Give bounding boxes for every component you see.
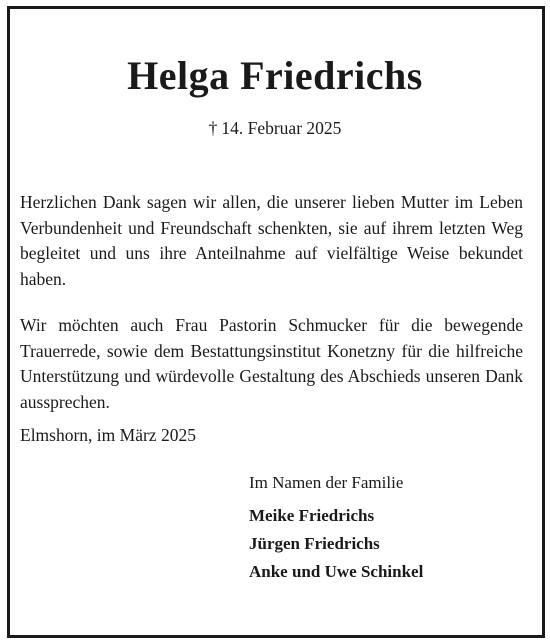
deceased-name: Helga Friedrichs: [127, 53, 423, 98]
thanks-paragraph: Herzlichen Dank sagen wir allen, die unserer lieben Mutter im Leben Verbundenheit und Freundschaft schenkten, sie auf ihrem letzten Weg begleitet und uns ihre Anteilnahme auf vielfältige Weise bekundet haben.: [20, 192, 523, 289]
signature-block: [249, 473, 423, 586]
death-line: [0, 118, 550, 139]
cross-icon: †: [208, 118, 218, 138]
place-date: Elmshorn, im März 2025: [20, 425, 196, 445]
family-member: Meike Friedrichs: [249, 506, 375, 525]
signature-intro: Im Namen der Familie: [249, 473, 404, 492]
acknowledgement-paragraph: Wir möchten auch Frau Pastorin Schmucker für die bewegende Trauerrede, sowie dem Bestattungsinstitut Konetzny für die hilfreiche Unterstützung und würdevolle Gestaltung des Abschieds unseren Dank aussprechen.: [20, 315, 523, 412]
family-member: Anke und Uwe Schinkel: [249, 562, 424, 581]
death-date: 14. Februar 2025: [221, 118, 342, 138]
family-member: Jürgen Friedrichs: [249, 534, 380, 553]
